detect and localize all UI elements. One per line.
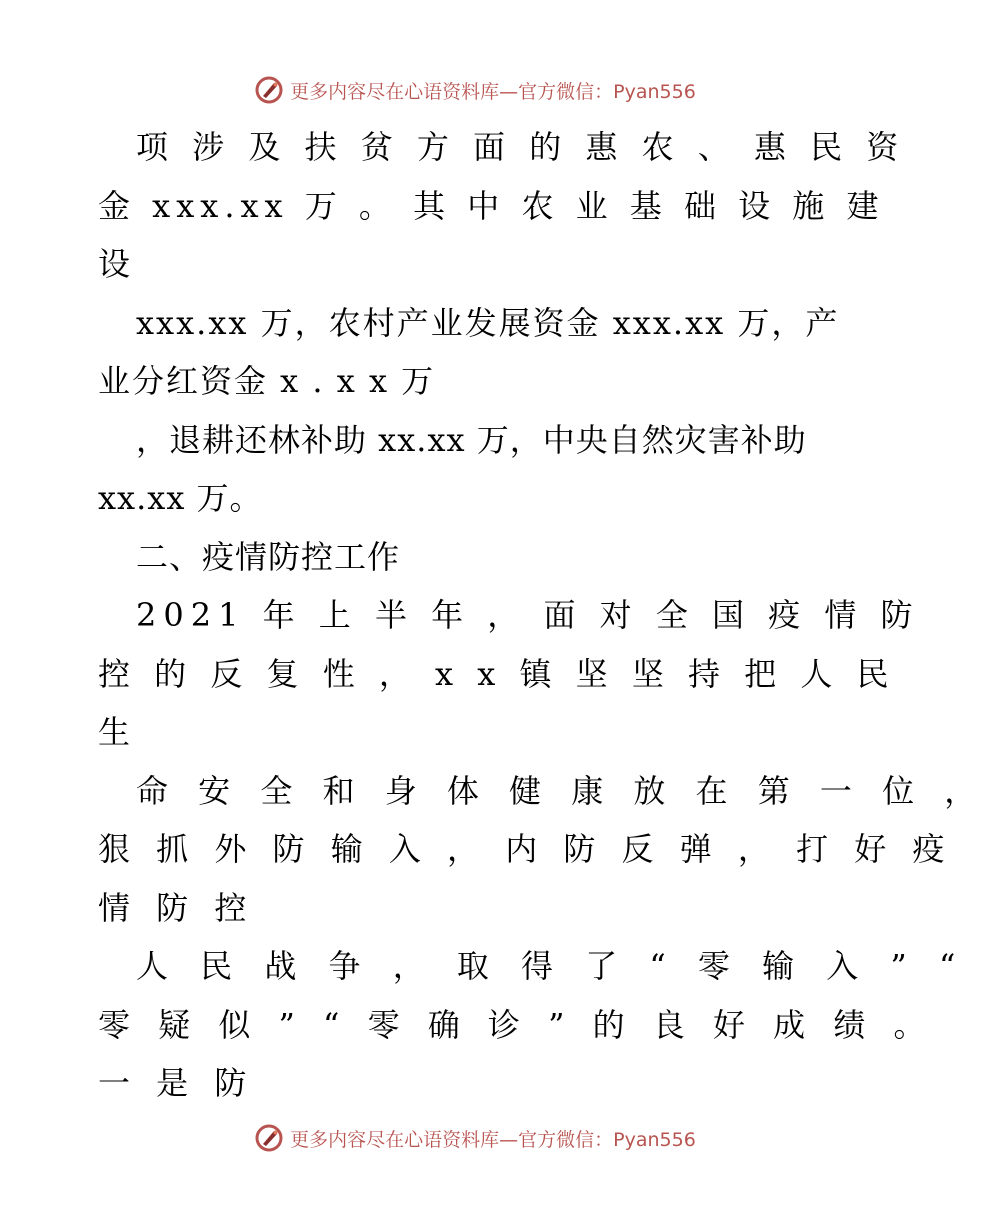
text-line: 2021 年 上 半 年 ， 面 对 全 国 疫 情 防 xyxy=(136,596,920,634)
text-line: 一 是 防 xyxy=(98,1064,255,1102)
watermark-text: 更多内容尽在心语资料库—官方微信：Pyan556 xyxy=(290,80,696,103)
pen-in-circle-icon xyxy=(254,1123,284,1153)
text-line: 业分红资金 x . x x 万 xyxy=(98,362,436,400)
text-line: 生 xyxy=(98,713,131,751)
text-line: 二、疫情防控工作 xyxy=(136,537,401,576)
text-line: ，退耕还林补助 xx.xx 万，中央自然灾害补助 xyxy=(136,420,807,459)
text-line: xxx.xx 万，农村产业发展资金 xxx.xx 万，产 xyxy=(136,303,840,342)
text-line: 设 xyxy=(98,245,131,283)
text-line: 控 的 反 复 性 ， x x 镇 坚 坚 持 把 人 民 xyxy=(98,654,896,693)
footer-watermark-banner xyxy=(0,1118,950,1158)
document-body xyxy=(98,118,986,1113)
watermark-text: 更多内容尽在心语资料库—官方微信：Pyan556 xyxy=(290,1128,696,1151)
text-line: 项 涉 及 扶 贫 方 面 的 惠 农 、 惠 民 资 xyxy=(136,128,906,166)
text-line: 命 安 全 和 身 体 健 康 放 在 第 一 位 ， xyxy=(136,771,986,810)
text-line: 情 防 控 xyxy=(98,888,255,927)
text-line: 金 xxx.xx 万 。 其 中 农 业 基 础 设 施 建 xyxy=(98,186,885,225)
text-line: 零 疑 似 ” “ 零 确 诊 ” 的 良 好 成 绩 。 xyxy=(98,1005,935,1044)
header-watermark-banner xyxy=(0,70,950,110)
text-line: xx.xx 万。 xyxy=(98,479,263,517)
text-line: 狠 抓 外 防 输 入 ， 内 防 反 弹 ， 打 好 疫 xyxy=(98,830,953,868)
pen-in-circle-icon xyxy=(254,75,284,105)
text-line: 人 民 战 争 ， 取 得 了 “ 零 输 入 ” “ xyxy=(136,947,967,985)
